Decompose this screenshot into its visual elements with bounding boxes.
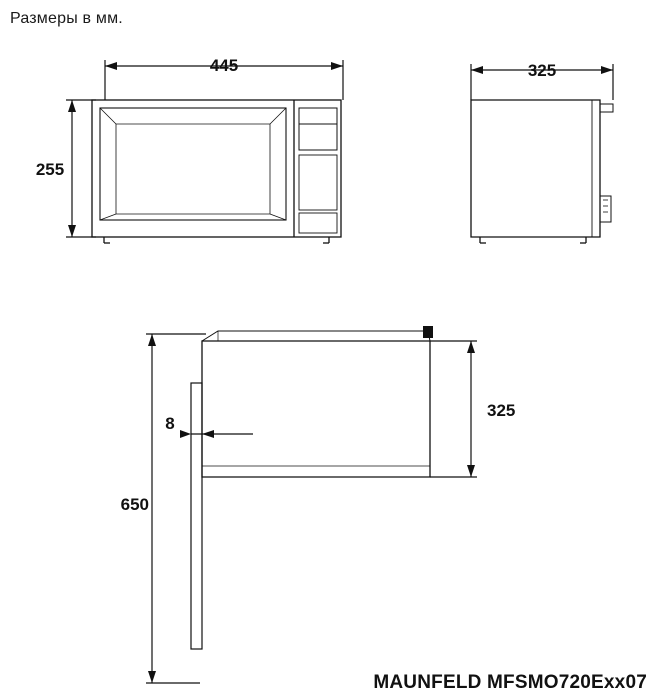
door-open-dimension [146,334,206,683]
open-door [191,383,202,649]
top-view-body [202,326,433,477]
front-height-label: 255 [35,160,65,179]
door-open-label: 650 [120,495,149,514]
front-view-body [92,100,341,243]
side-view-body [471,100,613,243]
model-name: MAUNFELD MFSMO720Exx07 [373,672,647,693]
gap-label: 8 [165,414,175,433]
page-title: Размеры в мм. [10,10,123,27]
top-depth-label: 325 [487,401,516,420]
front-width-label: 445 [209,56,239,75]
top-depth-dimension [430,341,477,477]
side-depth-label: 325 [527,61,557,80]
